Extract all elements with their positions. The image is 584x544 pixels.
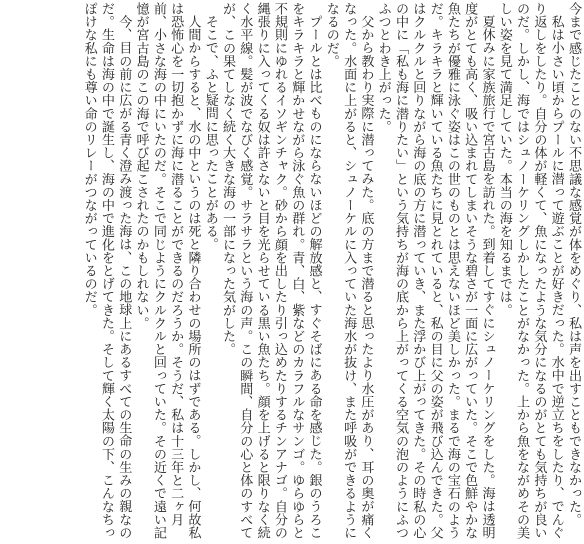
essay-paragraph: 人間からすると、水の中というのは死と隣り合わせの場所のはずである。しかし、何故私は恐怖心を一切抱かずに海に潜ることができるのだろうか。そうだ、私は十三年と二ヶ月前、小さな海の中にいたのだ。そこで同じようにクルクルと回っていた。その近くで遠い記憶が宮古島のこの海で呼び起こされたのかもしれない。 [133,2,201,540]
essay-paragraph: 私は小さい頃からプールに潜って遊ぶことが好きだった。水中で逆立ちをしたり、でんぐり返しをしたり。自分の体が軽くて、魚になったような気分になるのがとても気持ちが良いのだ。しかし、海ではシュノーケリングしかしたことがなかった。上から魚をながめその美しい姿を見て満足していた。本当の海を知るまでは。 [496,2,564,540]
vertical-essay-text [80,2,582,542]
essay-paragraph: 今、目の前に広がる青く澄み渡った海は、この地球上にあるすべての生命の生みの親なのだ。生命は海の中で誕生し、海の中で進化をとげてきた。そして輝く太陽の下、こんなちっぽけな私にも尊い命のリレーがつながっているのだ。 [81,2,132,540]
essay-paragraph: プールとは比べものにならないほどの解放感と、すぐそばにある命を感じた。銀のうろこをキラキラと輝かせながら泳ぐ魚の群れ。青、白、紫などのカラフルなサンゴ。ゆらゆらと不規則にゆれるイソギンチャク。砂から顔を出したり引っ込めたりするチンアナゴ。自分の縄張りに入ってくる奴は許さないと目を光らせている黒い魚たち。顔を上げると限りなく続く水平線。髪が波でなびく感覚。サラサラという海の声。この瞬間、自分の心と体のすべてが、この果てしなく続く大きな海の一部になった気がした。 [220,2,322,540]
essay-paragraph: そこで、ふと疑問に思ったことがある。 [202,15,218,251]
essay-paragraph: 夏休みに家族旅行で宮古島を訪れた。到着してすぐにシュノーケリングをした。海は透明度がとても高く、吸い込まれてしまいそうな碧さが一面に広がっていた。そこで色鮮やかな魚たちが優雅に泳ぐ姿はこの世のものとは思えないほど美しかった。まるで海の宝石のようだ。キラキラと輝いている魚たちに見とれていると、私の目に父の姿が飛び込んできた。父はクルクルと回りながら海の底の方に潜っていき、また浮かび上がってきた。その時私の心の中に「私も海に潜りたい」という気持ちが海の底から上がってくる空気の泡のようにふつふつとわき上がった。 [375,2,495,540]
essay-paragraph: 今まで感じたことのない不思議な感覚が体をめぐり、私は声を出すこともできなかった。 [566,2,581,526]
essay-paragraph: 父から教わり実際に潜ってみた。底の方まで潜ると思ったより水圧があり、耳の奥が痛くなった。水面に上がると、シュノーケルに入っていた海水が抜け、また呼吸ができるようになるのだ。 [323,2,374,540]
